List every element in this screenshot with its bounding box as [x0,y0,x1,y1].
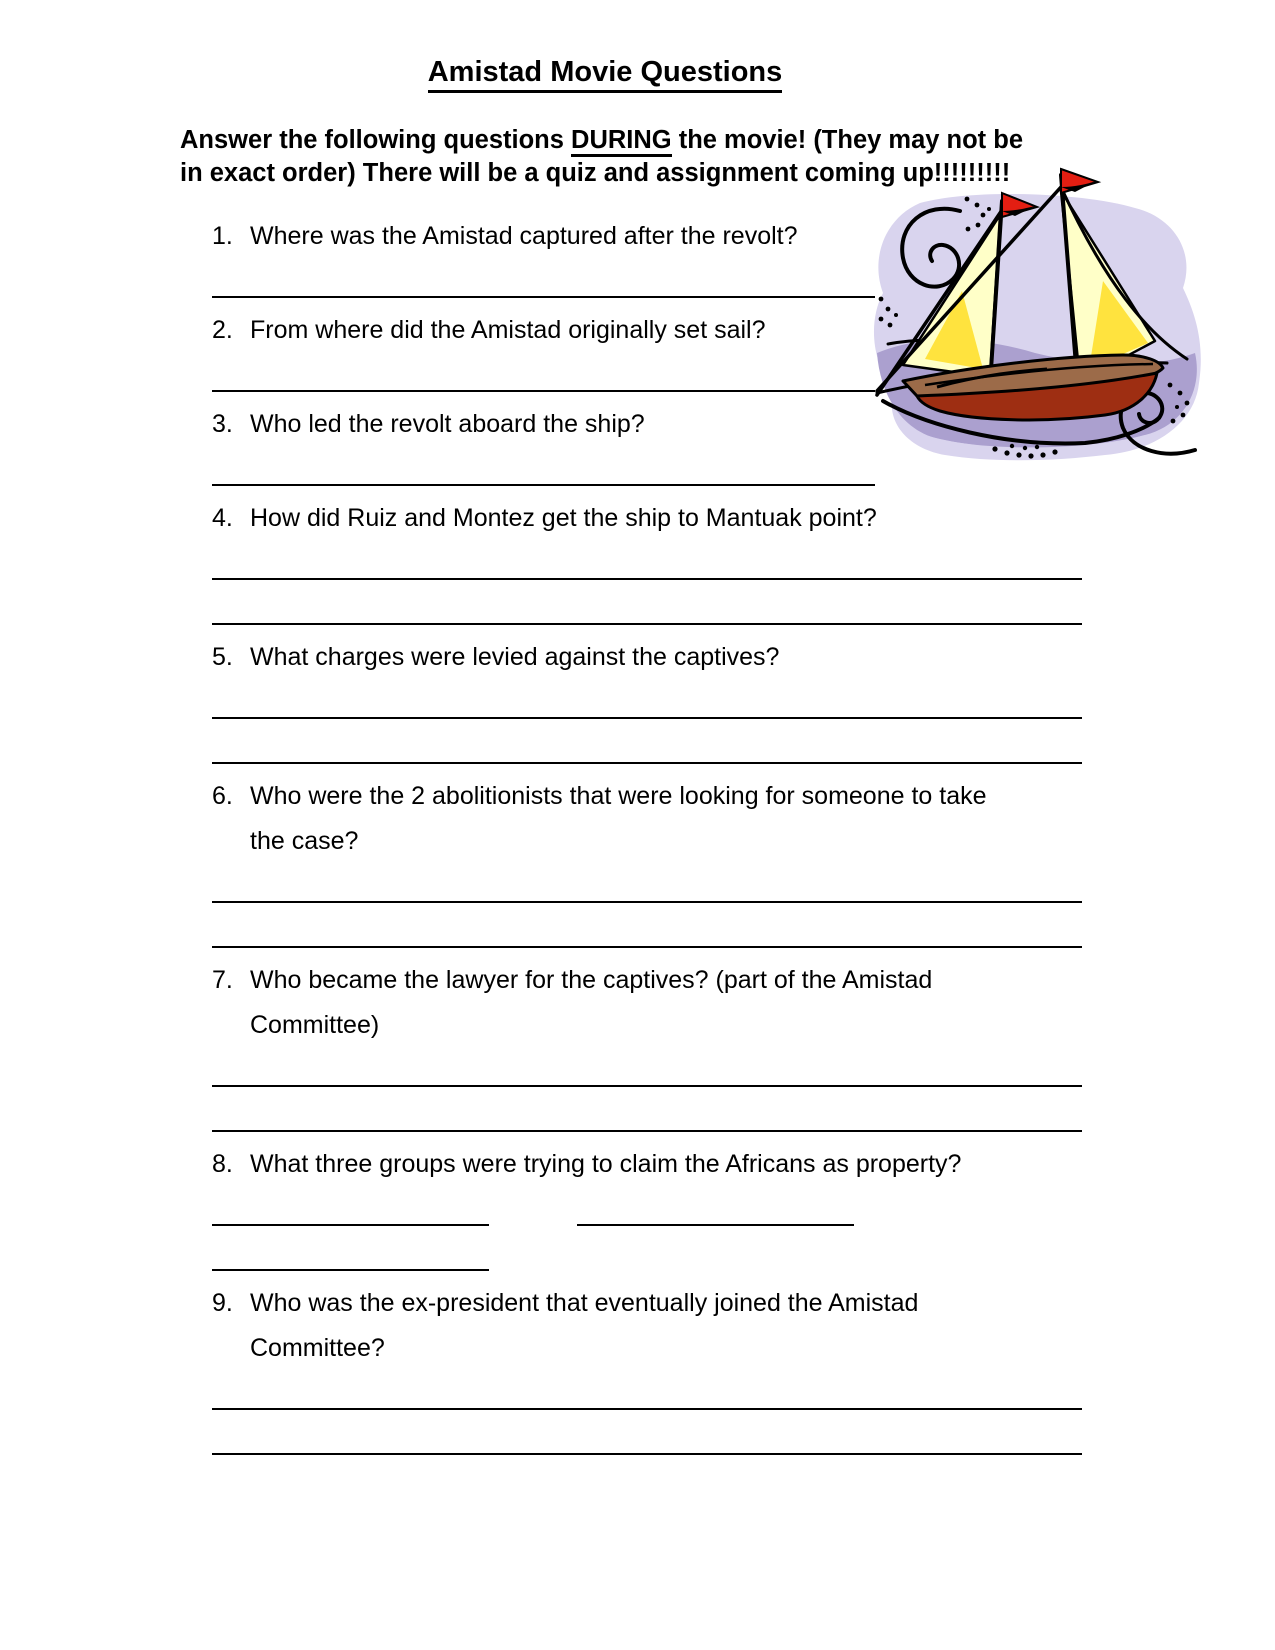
page-title-text: Amistad Movie Questions [428,56,783,93]
intro-line-1 [180,124,1275,157]
answer-blank-row-q8 [212,1224,1275,1226]
question-5-number: 5. [212,643,233,671]
intro-line-2: in exact order) There will be a quiz and assignment coming up!!!!!!!!! [180,159,1011,187]
question-5 [212,635,1275,680]
answer-blank-q8-1 [212,1224,489,1226]
question-8 [212,1142,1275,1187]
question-6-number: 6. [212,782,233,810]
question-2-number: 2. [212,316,233,344]
answer-blank-q9-1 [212,1408,1082,1410]
intro-line1-pre: Answer the following questions [180,126,572,154]
question-4 [212,496,1275,541]
question-3-text: Who led the revolt aboard the ship? [250,410,645,438]
question-7 [212,958,1275,1048]
answer-blank-q4-1 [212,578,1082,580]
page-title [180,54,1030,90]
question-9 [212,1281,1275,1371]
question-9-text-line-2: Committee? [250,1334,385,1362]
answer-blank-q6-1 [212,901,1082,903]
sailboat-illustration [865,163,1205,463]
answer-blank-q2 [212,390,875,392]
question-6-text-line-1: Who were the 2 abolitionists that were looking for someone to take [250,782,987,810]
question-4-number: 4. [212,504,233,532]
question-9-text-line-1: Who was the ex-president that eventually joined the Amistad [250,1289,919,1317]
answer-blank-q7-1 [212,1085,1082,1087]
underlined-word: DURING [571,126,672,157]
answer-blank-q5-2 [212,762,1082,764]
answer-blank-q5-1 [212,717,1082,719]
question-8-number: 8. [212,1150,233,1178]
question-6 [212,774,1275,864]
question-6-text-line-2: the case? [250,827,359,855]
answer-blank-q4-2 [212,623,1082,625]
question-4-text: How did Ruiz and Montez get the ship to Mantuak point? [250,504,877,532]
answer-blank-q9-2 [212,1453,1082,1455]
question-9-number: 9. [212,1289,233,1317]
question-2-text: From where did the Amistad originally set sail? [250,316,766,344]
intro-line1-post: the movie! (They may not be [671,126,1024,154]
answer-blank-q6-2 [212,946,1082,948]
question-8-text: What three groups were trying to claim the Africans as property? [250,1150,962,1178]
answer-blank-q3 [212,484,875,486]
question-1-number: 1. [212,222,233,250]
question-7-text-line-2: Committee) [250,1011,380,1039]
answer-blank-q8-2 [577,1224,854,1226]
question-1-text: Where was the Amistad captured after the revolt? [250,222,798,250]
answer-blank-q8-3 [212,1269,489,1271]
answer-blank-q7-2 [212,1130,1082,1132]
question-3-number: 3. [212,410,233,438]
question-7-number: 7. [212,966,233,994]
question-7-text-line-1: Who became the lawyer for the captives? (part of the Amistad [250,966,933,994]
answer-blank-q1 [212,296,875,298]
question-5-text: What charges were levied against the captives? [250,643,780,671]
